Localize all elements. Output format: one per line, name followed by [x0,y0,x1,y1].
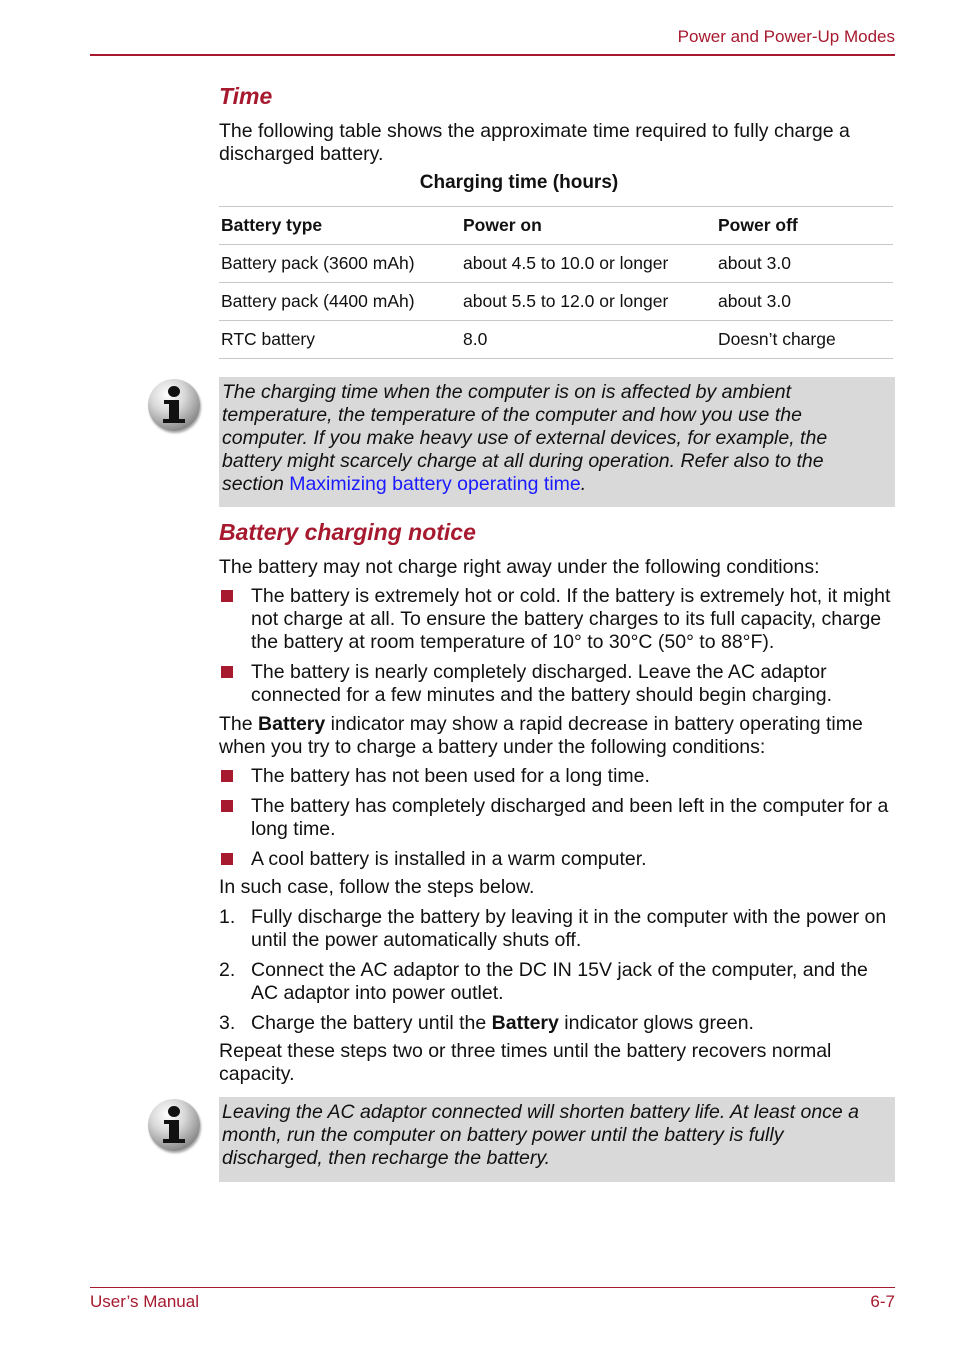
battery-bold: Battery [258,713,326,735]
table-cell: Battery pack (4400 mAh) [219,283,461,321]
bullet-square-icon [221,590,233,602]
steps-intro: In such case, follow the steps below. [219,876,535,898]
bullet-square-icon [221,666,233,678]
battery-indicator-paragraph [219,713,895,759]
table-header-row [219,207,893,245]
note-box-charging-time [219,377,895,507]
table-cell: about 3.0 [716,245,893,283]
column-header: Battery type [219,207,461,245]
list-item [219,661,895,707]
list-item [219,848,895,871]
list-item-text: The battery is nearly completely discharged. Leave the AC adaptor connected for a few minutes and the battery should begin charging. [251,661,833,706]
list-item-text: The battery is extremely hot or cold. If the battery is extremely hot, it might not charge at all. To ensure the battery charges to its full capacity, charge the battery at room temperature of 10° to 30°C (50° to 88°F). [251,585,891,653]
header-rule [90,54,895,56]
step-item [219,959,895,1005]
step-item [219,1012,895,1035]
step-prefix: Charge the battery until the [251,1012,487,1034]
list-item [219,585,895,654]
repeat-steps-paragraph: Repeat these steps two or three times until the battery recovers normal capacity. [219,1040,832,1085]
step-item [219,906,895,952]
table-cell: RTC battery [219,321,461,359]
info-icon [148,379,200,431]
maximizing-battery-link[interactable]: Maximizing battery operating time [289,473,581,495]
running-header: Power and Power-Up Modes [677,27,895,46]
bullet-square-icon [221,800,233,812]
table-row [219,245,893,283]
para-suffix: indicator may show a rapid decrease in battery operating time when you try to charge a battery under the following conditions: [219,713,863,758]
charging-time-table [219,206,893,359]
list-item [219,795,895,841]
table-cell: about 3.0 [716,283,893,321]
table-cell: about 4.5 to 10.0 or longer [461,245,716,283]
column-header: Power off [716,207,893,245]
bullet-square-icon [221,853,233,865]
table-row [219,283,893,321]
table-cell: Doesn’t charge [716,321,893,359]
footer-rule [90,1287,895,1288]
note-text: Leaving the AC adaptor connected will shorten battery life. At least once a month, run the computer on battery power until the battery is fully discharged, then recharge the battery. [222,1101,860,1169]
section-heading-time: Time [219,83,273,109]
table-cell: about 5.5 to 12.0 or longer [461,283,716,321]
note-text: The charging time when the computer is on is affected by ambient temperature, the temperature of the computer and how you use the computer. If you make heavy use of external devices, for example, the battery might scarcely charge at all during operation. Refer also to the section [222,381,828,495]
list-item-text: The battery has not been used for a long time. [251,765,650,787]
step-number: 1. [219,906,236,928]
list-item-text: The battery has completely discharged and been left in the computer for a long time. [251,795,889,840]
bullet-list-rapid-decrease [219,765,895,878]
list-item [219,765,895,788]
page-number: 6-7 [870,1292,895,1311]
bullet-list-conditions [219,585,895,714]
step-suffix: indicator glows green. [564,1012,754,1034]
battery-bold: Battery [491,1012,559,1034]
info-icon [148,1099,200,1151]
notice-intro: The battery may not charge right away under the following conditions: [219,556,820,578]
table-caption: Charging time (hours) [419,172,619,193]
time-intro: The following table shows the approximate time required to fully charge a discharged battery. [219,120,850,165]
table-cell: Battery pack (3600 mAh) [219,245,461,283]
list-item-text: A cool battery is installed in a warm computer. [251,848,647,870]
footer-manual-title: User’s Manual [90,1292,199,1311]
step-text: Fully discharge the battery by leaving it in the computer with the power on until the power automatically shuts off. [251,906,887,951]
table-row [219,321,893,359]
step-number: 3. [219,1012,236,1034]
table-cell: 8.0 [461,321,716,359]
note-end: . [580,473,587,495]
step-text: Connect the AC adaptor to the DC IN 15V jack of the computer, and the AC adaptor into power outlet. [251,959,868,1004]
para-prefix: The [219,713,253,735]
column-header: Power on [461,207,716,245]
note-box-adaptor [219,1097,895,1182]
step-number: 2. [219,959,236,981]
section-heading-notice: Battery charging notice [219,519,476,545]
bullet-square-icon [221,770,233,782]
numbered-steps [219,906,895,1042]
